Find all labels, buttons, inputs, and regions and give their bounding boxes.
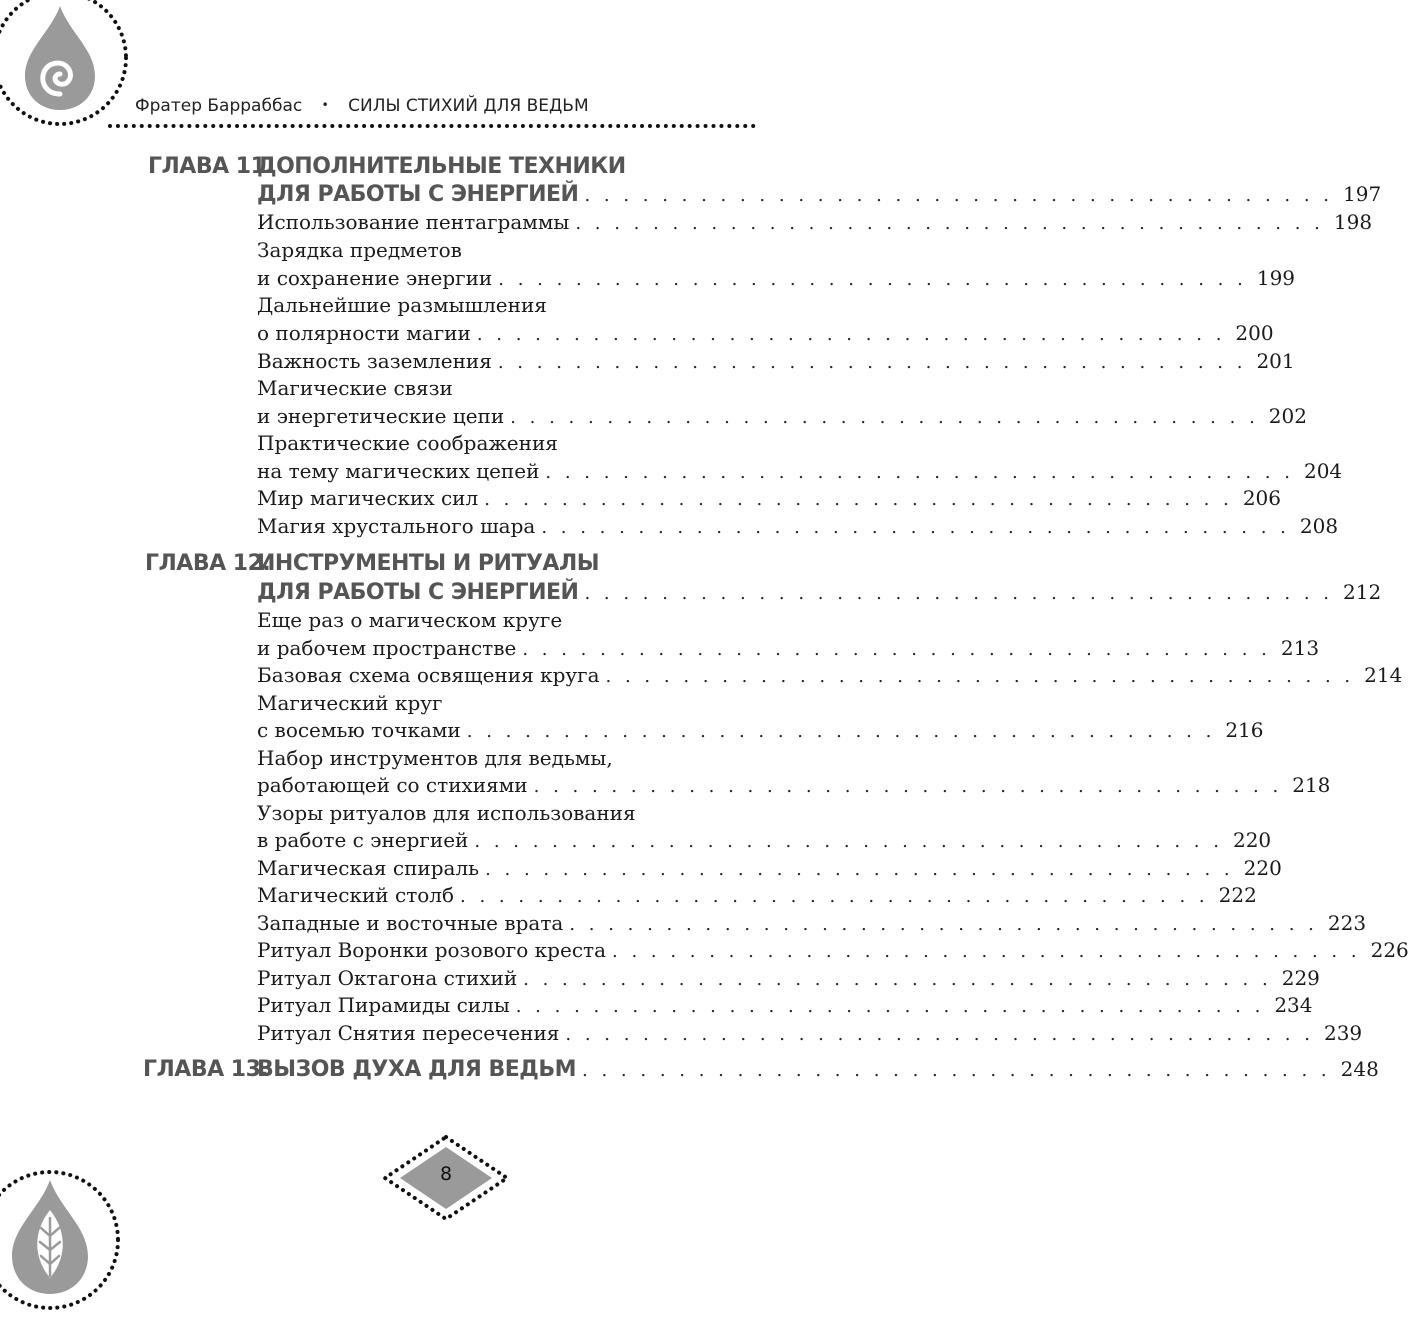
entry-title-line1: Дальнейшие размышления <box>257 293 547 317</box>
toc-entry[interactable] <box>257 321 1274 349</box>
entry-page: 222 <box>1218 883 1257 907</box>
toc-entry[interactable] <box>257 459 1343 487</box>
entry-title-line2: о полярности магии <box>257 321 471 345</box>
entry-title-line2: и рабочем пространстве <box>257 636 517 660</box>
leader-dots: . . . . . . . . . . . . . . . . . . . . . . . . . . . . . . . . . . . . . . . <box>569 914 1318 935</box>
leader-dots: . . . . . . . . . . . . . . . . . . . . . . . . . . . . . . . . . . . . . . . <box>497 352 1247 373</box>
chapter-13-page: 248 <box>1340 1057 1379 1081</box>
leader-dots: . . . . . . . . . . . . . . . . . . . . . . . . . . . . . . . . . . . . . . . <box>522 639 1271 660</box>
leader-dots: . . . . . . . . . . . . . . . . . . . . . . . . . . . . . . . . . . . . . . . <box>582 1060 1331 1081</box>
toc-entry[interactable] <box>257 266 1296 294</box>
entry-page: 208 <box>1299 514 1339 538</box>
chapter-13-title-row[interactable] <box>257 1057 1379 1085</box>
leader-dots: . . . . . . . . . . . . . . . . . . . . . . . . . . . . . . . . . . . . . . . <box>541 517 1290 538</box>
entry-title-line1: Набор инструментов для ведьмы, <box>257 746 613 770</box>
entry-page: 234 <box>1274 993 1313 1017</box>
chapter-12-title-row[interactable] <box>257 580 1382 608</box>
toc-entry[interactable] <box>257 993 1313 1021</box>
chapter-12-label: ГЛАВА 12. <box>145 551 271 576</box>
chapter-13-title: ВЫЗОВ ДУХА ДЛЯ ВЕДЬМ <box>257 1057 577 1082</box>
entry-page: 226 <box>1370 938 1409 962</box>
entry-page: 200 <box>1235 321 1274 345</box>
toc-entry[interactable] <box>257 663 1403 691</box>
entry-page: 201 <box>1256 349 1295 373</box>
entry-title-line2: на тему магических цепей <box>257 459 540 483</box>
toc-entry[interactable] <box>257 718 1264 746</box>
toc-entry[interactable] <box>257 911 1367 939</box>
toc-entry[interactable] <box>257 404 1307 432</box>
entry-title-line2: с восемью точками <box>257 718 461 742</box>
entry-page: 223 <box>1327 911 1367 935</box>
leader-dots: . . . . . . . . . . . . . . . . . . . . . . . . . . . . . . . . . . . . . . . <box>605 666 1355 687</box>
entry-title-line1: Магический круг <box>257 691 443 715</box>
entry-page: 229 <box>1281 966 1320 990</box>
entry-title: Ритуал Снятия пересечения <box>257 1021 560 1045</box>
leader-dots: . . . . . . . . . . . . . . . . . . . . . . . . . . . . . . . . . . . . . . . <box>498 269 1247 290</box>
leader-dots: . . . . . . . . . . . . . . . . . . . . . . . . . . . . . . . . . . . . . . . <box>510 407 1259 428</box>
entry-page: 214 <box>1364 663 1403 687</box>
chapter-11-title-line2: ДЛЯ РАБОТЫ С ЭНЕРГИЕЙ <box>257 182 579 207</box>
toc-entry[interactable] <box>257 514 1339 542</box>
entry-title: Базовая схема освящения круга <box>257 663 600 687</box>
entry-page: 204 <box>1303 459 1343 483</box>
leader-dots: . . . . . . . . . . . . . . . . . . . . . . . . . . . . . . . . . . . . . . . <box>612 941 1361 962</box>
leader-dots: . . . . . . . . . . . . . . . . . . . . . . . . . . . . . . . . . . . . . . . <box>545 462 1294 483</box>
entry-page: 199 <box>1256 266 1296 290</box>
leader-dots: . . . . . . . . . . . . . . . . . . . . . . . . . . . . . . . . . . . . . . . <box>565 1024 1314 1045</box>
leader-dots: . . . . . . . . . . . . . . . . . . . . . . . . . . . . . . . . . . . . . . . <box>575 213 1324 234</box>
entry-title: Западные и восточные врата <box>257 911 564 935</box>
toc-entry[interactable] <box>257 773 1331 801</box>
toc-entry[interactable] <box>257 349 1295 377</box>
entry-page: 213 <box>1280 636 1320 660</box>
entry-title-line1: Практические соображения <box>257 431 558 455</box>
entry-title-line2: и сохранение энергии <box>257 266 493 290</box>
leader-dots: . . . . . . . . . . . . . . . . . . . . . . . . . . . . . . . . . . . . . . . <box>484 489 1233 510</box>
chapter-11-page: 197 <box>1343 182 1382 206</box>
entry-title: Магия хрустального шара <box>257 514 536 538</box>
entry-page: 206 <box>1242 486 1281 510</box>
entry-page: 216 <box>1225 718 1264 742</box>
chapter-11-title-row[interactable] <box>257 182 1382 210</box>
toc-entry[interactable] <box>257 966 1320 994</box>
entry-page: 198 <box>1333 210 1373 234</box>
leader-dots: . . . . . . . . . . . . . . . . . . . . . . . . . . . . . . . . . . . . . . . <box>584 583 1334 604</box>
leader-dots: . . . . . . . . . . . . . . . . . . . . . . . . . . . . . . . . . . . . . . . <box>460 886 1209 907</box>
chapter-11-label: ГЛАВА 11. <box>148 154 274 179</box>
entry-title: Использование пентаграммы <box>257 210 570 234</box>
entry-page: 239 <box>1323 1021 1363 1045</box>
toc-entry[interactable] <box>257 486 1281 514</box>
entry-page: 220 <box>1243 856 1282 880</box>
leader-dots: . . . . . . . . . . . . . . . . . . . . . . . . . . . . . . . . . . . . . . . <box>533 776 1283 797</box>
leader-dots: . . . . . . . . . . . . . . . . . . . . . . . . . . . . . . . . . . . . . . . <box>584 185 1334 206</box>
entry-title-line1: Узоры ритуалов для использования <box>257 801 636 825</box>
leader-dots: . . . . . . . . . . . . . . . . . . . . . . . . . . . . . . . . . . . . . . . <box>485 859 1234 880</box>
entry-title-line2: и энергетические цепи <box>257 404 505 428</box>
entry-title: Мир магических сил <box>257 486 479 510</box>
chapter-12-title-line1: ИНСТРУМЕНТЫ И РИТУАЛЫ <box>257 551 600 576</box>
entry-title: Ритуал Октагона стихий <box>257 966 518 990</box>
leader-dots: . . . . . . . . . . . . . . . . . . . . . . . . . . . . . . . . . . . . . . . <box>474 831 1223 852</box>
chapter-11-title-line1: ДОПОЛНИТЕЛЬНЫЕ ТЕХНИКИ <box>257 154 626 179</box>
entry-title-line2: в работе с энергией <box>257 828 469 852</box>
toc-entry[interactable] <box>257 938 1409 966</box>
leader-dots: . . . . . . . . . . . . . . . . . . . . . . . . . . . . . . . . . . . . . . . <box>466 721 1216 742</box>
page-number: 8 <box>439 1163 453 1185</box>
chapter-12-page: 212 <box>1343 580 1382 604</box>
chapter-12-title-line2: ДЛЯ РАБОТЫ С ЭНЕРГИЕЙ <box>257 580 579 605</box>
header-book-title: СИЛЫ СТИХИЙ ДЛЯ ВЕДЬМ <box>348 96 589 116</box>
toc-entry[interactable] <box>257 883 1257 911</box>
entry-page: 202 <box>1268 404 1307 428</box>
entry-title-line1: Магические связи <box>257 376 453 400</box>
toc-entry[interactable] <box>257 856 1282 884</box>
leader-dots: . . . . . . . . . . . . . . . . . . . . . . . . . . . . . . . . . . . . . . . <box>515 996 1265 1017</box>
leader-dots: . . . . . . . . . . . . . . . . . . . . . . . . . . . . . . . . . . . . . . . <box>476 324 1226 345</box>
header-author: Фратер Барраббас <box>135 96 303 116</box>
toc-entry[interactable] <box>257 828 1272 856</box>
toc-entry[interactable] <box>257 210 1373 238</box>
entry-title: Магический столб <box>257 883 455 907</box>
toc-entry[interactable] <box>257 1021 1363 1049</box>
entry-title: Магическая спираль <box>257 856 480 880</box>
toc-entry[interactable] <box>257 636 1320 664</box>
chapter-13-label: ГЛАВА 13. <box>143 1057 269 1082</box>
entry-page: 218 <box>1292 773 1331 797</box>
entry-title: Ритуал Воронки розового креста <box>257 938 607 962</box>
entry-title-line2: работающей со стихиями <box>257 773 528 797</box>
entry-title-line1: Зарядка предметов <box>257 238 462 262</box>
leader-dots: . . . . . . . . . . . . . . . . . . . . . . . . . . . . . . . . . . . . . . . <box>523 969 1272 990</box>
entry-page: 220 <box>1232 828 1272 852</box>
entry-title-line1: Еще раз о магическом круге <box>257 608 563 632</box>
entry-title: Важность заземления <box>257 349 492 373</box>
entry-title: Ритуал Пирамиды силы <box>257 993 510 1017</box>
header-separator: • <box>321 98 329 112</box>
